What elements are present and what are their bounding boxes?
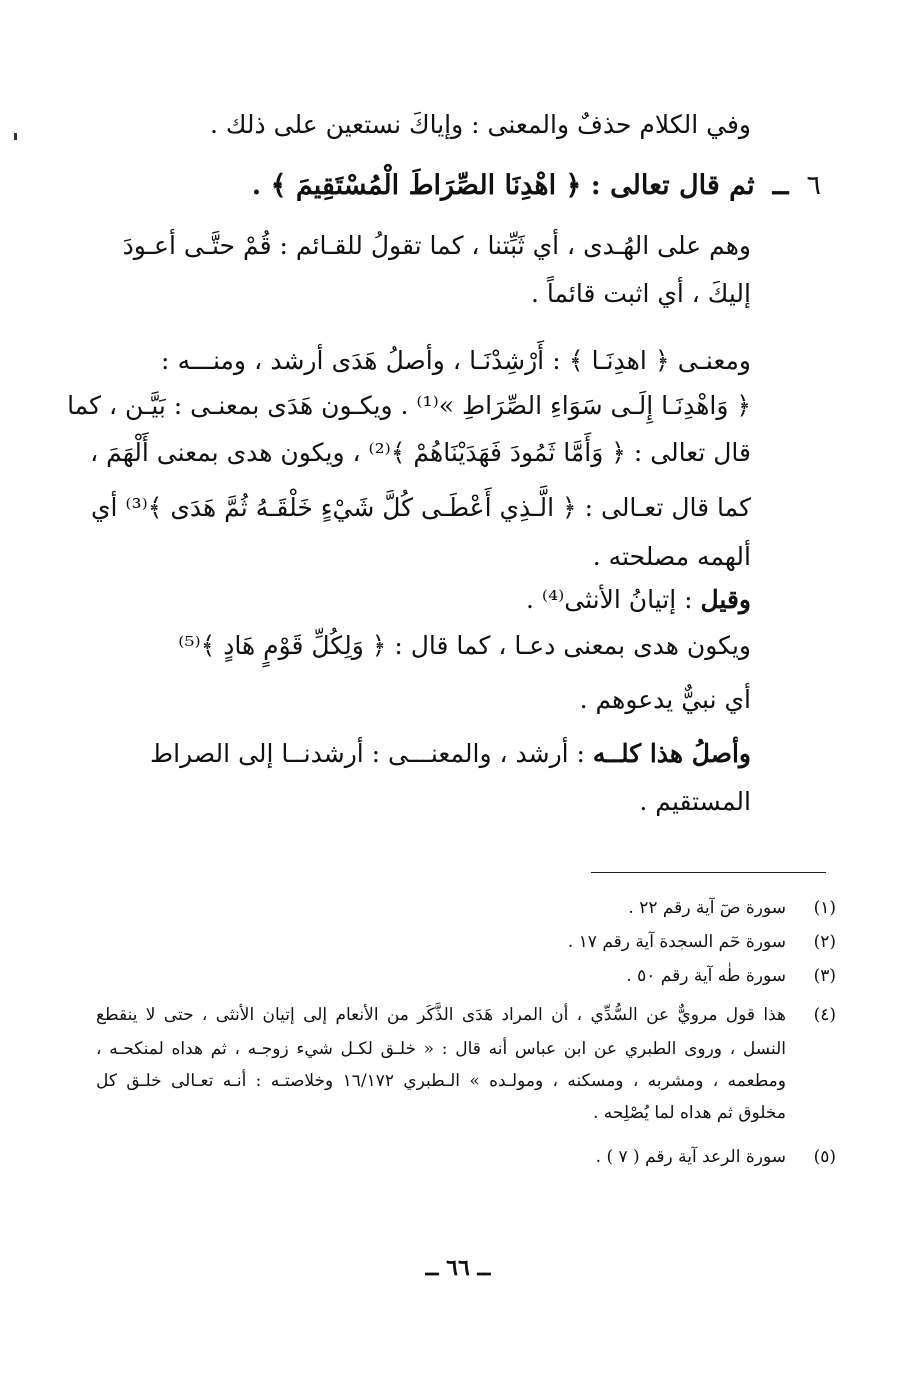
footnote-number: (٢) — [813, 932, 836, 952]
section-heading-text: ثم قال تعالى : ﴿ اهْدِنَا الصِّرَاطَ الْمُسْتَقِيمَ ﴾ . — [251, 170, 755, 201]
footnote-4-cont-3: مخلوق ثم هداه لما يُصْلِحه . — [592, 1103, 786, 1123]
footnote-text: سورة طٰه آية رقم ٥٠ . — [626, 966, 786, 986]
section-dash: ــ — [772, 170, 789, 201]
section-heading — [101, 167, 821, 205]
para2-line2: ﴿ وَاهْدِنَـا إِلَـى سَوَاءِ الصِّرَاطِ »⁽¹⁾ . ويكـون هَدَى بمعنـى : بَيَّـن ، كما — [67, 391, 751, 420]
para2-line5: ألهمه مصلحته . — [592, 542, 751, 571]
intro-line: وفي الكلام حذفٌ والمعنى : وإياكَ نستعين على ذلك . — [209, 110, 751, 139]
footnote-text: سورة الرعد آية رقم ( ٧ ) . — [595, 1147, 786, 1167]
qila-line — [161, 582, 751, 618]
footnote-number: (٤) — [813, 1005, 836, 1025]
para2-line3: قال تعالى : ﴿ وَأَمَّا ثَمُودَ فَهَدَيْنَاهُمْ ﴾⁽²⁾ ، ويكون هدى بمعنى أَلْهَمَ ، — [90, 438, 751, 467]
para1-line2: إليكَ ، أي اثبت قائماً . — [530, 279, 751, 308]
asl-bold: وأصلُ هذا كلــه — [592, 739, 751, 768]
para2-line4: كما قال تعـالى : ﴿ الَّـذِي أَعْطَـى كُلَّ شَيْءٍ خَلْقَـهُ ثُمَّ هَدَى ﴾⁽³⁾ أي — [90, 493, 751, 522]
para1-line1: وهم على الهُـدى ، أي ثَبِّتنا ، كما تقولُ للقـائم : قُمْ حتَّـى أعـودَ — [122, 231, 751, 260]
asl-continuation: المستقيم . — [639, 787, 751, 816]
footnote-number: (٥) — [813, 1147, 836, 1167]
footnote-text: هذا قول مرويٌّ عن السُّدِّي ، أن المراد هَدَى الذَّكَر من الأنعام إلى إتيان الأنثى ، حتى لا ينقطع — [96, 1005, 786, 1025]
para2-line1: ومعنـى ﴿ اهدِنَـا ﴾ : أَرْشِدْنَـا ، وأصلُ هَدَى أرشد ، ومنـــه : — [161, 346, 751, 375]
footnote-number: (٣) — [813, 966, 836, 986]
footnote-4-cont-2: ومطعمه ، ومشربه ، ومسكنه ، ومولـده » الـطبري ١٦/١٧٢ وخلاصتـه : أنـه تعـالى خلـق كل — [96, 1071, 786, 1091]
section-number: ٦ — [806, 170, 821, 201]
footnote-text: سورة حٓم السجدة آية رقم ١٧ . — [567, 932, 786, 952]
asl-rest: : أرشد ، والمعنـــى : أرشدنــا إلى الصراط — [150, 739, 593, 768]
para3-line2: أي نبيٌّ يدعوهم . — [579, 685, 751, 714]
qila-rest: : إتيانُ الأنثى⁽⁴⁾ . — [526, 585, 701, 614]
footnote-4-cont-1: النسل ، وروى الطبري عن ابن عباس أنه قال : « خلـق لكـل شيء زوجـه ، ثم هداه لمنكحـه ، — [96, 1039, 786, 1059]
footnote-number: (١) — [813, 898, 836, 918]
qila-bold: وقيل — [700, 585, 751, 614]
scan-mark — [14, 133, 17, 140]
asl-line — [150, 736, 751, 772]
footnote-text: سورة صٓ آية رقم ٢٢ . — [628, 898, 786, 918]
footnote-rule — [591, 872, 826, 873]
para3-line1: ويكون هدى بمعنى دعـا ، كما قال : ﴿ وَلِكُلِّ قَوْمٍ هَادٍ ﴾⁽⁵⁾ — [178, 631, 751, 660]
page-number: ــ ٦٦ ــ — [425, 1255, 491, 1281]
